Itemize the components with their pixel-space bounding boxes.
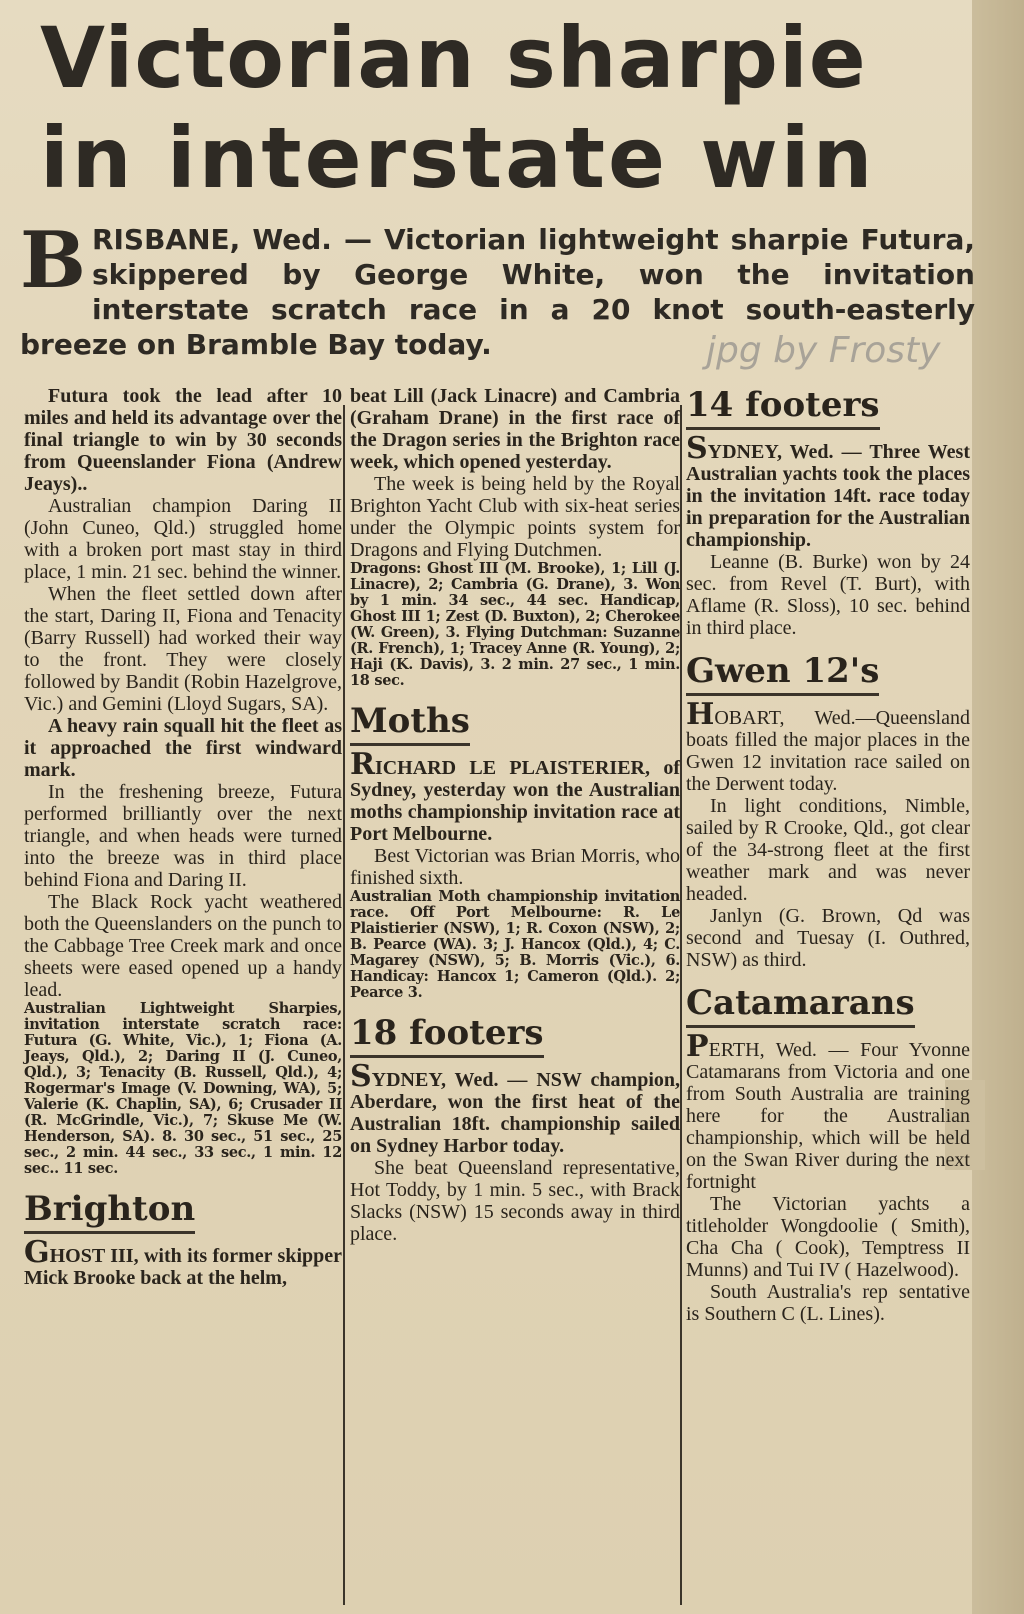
gwen-dropcap: H (686, 697, 715, 732)
image-credit-watermark: jpg by Frosty (706, 330, 941, 371)
cat-paragraph-3: South Australia's rep sentative is Southern C (L. Lines). (686, 1281, 970, 1325)
column-2 (350, 385, 680, 1245)
lead-text: RISBANE, Wed. — Victorian lightweight sharpie Futura, skippered by George White, won the invitation interstate scratch race in a 20 knot south-easterly breeze on Bramble Bay today. (20, 223, 975, 361)
brighton-dropcap: G (24, 1235, 50, 1270)
brighton-paragraph-1 (24, 1235, 342, 1289)
column-rule-2 (680, 405, 682, 1605)
fourteen-paragraph-1 (686, 431, 970, 551)
section-heading-14-footers: 14 footers (686, 385, 880, 430)
section-heading-catamarans: Catamarans (686, 983, 915, 1028)
fourteen-dropcap: S (686, 431, 708, 466)
moths-paragraph-2: Best Victorian was Brian Morris, who finished sixth. (350, 845, 680, 889)
column-3 (686, 385, 970, 1325)
brighton-paragraph-2: The week is being held by the Royal Brighton Yacht Club with six-heat series under the Olympic points system for Dragons and Flying Dutchmen. (350, 473, 680, 561)
eighteen-paragraph-2: She beat Queensland representative, Hot Toddy, by 1 min. 5 sec., with Brack Slacks (NSW) 15 seconds away in third place. (350, 1157, 680, 1245)
col1-paragraph-1: Futura took the lead after 10 miles and held its advantage over the final triangle to win by 30 seconds from Queenslander Fiona (Andrew Jeays).. (24, 385, 342, 495)
cat-text: ERTH, Wed. — Four Yvonne Catamarans from Victoria and one from South Australia are training here for the Australian championship, which will be held on the Swan River during the next fortnight (686, 1039, 970, 1193)
section-heading-gwen-12s: Gwen 12's (686, 651, 879, 696)
page-edge (972, 0, 1024, 1614)
brighton-text: HOST III, with its former skipper Mick Brooke back at the helm, (24, 1245, 342, 1289)
col1-paragraph-5: In the freshening breeze, Futura performed brilliantly over the next triangle, and when heads were turned into the breeze was in third place behind Fiona and Daring II. (24, 781, 342, 891)
eighteen-dropcap: S (350, 1059, 372, 1094)
column-1 (24, 385, 342, 1289)
moths-dropcap: R (350, 747, 375, 782)
section-heading-moths: Moths (350, 701, 470, 746)
moths-paragraph-1 (350, 747, 680, 845)
eighteen-paragraph-1 (350, 1059, 680, 1157)
col1-paragraph-2: Australian champion Daring II (John Cuneo, Qld.) struggled home with a broken port mast stay in third place, 1 min. 21 sec. behind the winner. (24, 495, 342, 583)
fourteen-paragraph-2: Leanne (B. Burke) won by 24 sec. from Revel (T. Burt), with Aflame (R. Sloss), 10 sec. behind in third place. (686, 551, 970, 639)
dragons-results: Dragons: Ghost III (M. Brooke), 1; Lill (J. Linacre), 2; Cambria (G. Drane), 3. Won by 1 min. 34 sec., 44 sec. Handicap, Ghost III 1; Zest (D. Buxton), 2; Cherokee (W. Green), 3. Flying Dutchman: Suzanne (R. French), 1; Tracey Anne (R. Young), 2; Haji (K. Davis), 3. 2 min. 27 sec., 1 min. 18 sec. (350, 560, 680, 689)
column-rule-1 (343, 405, 345, 1605)
cat-paragraph-2: The Victorian yachts a titleholder Wongdoolie ( Smith), Cha Cha ( Cook), Temptress II Munns) and Tui IV ( Hazelwood). (686, 1193, 970, 1281)
moths-results: Australian Moth championship invitation race. Off Port Melbourne: R. Le Plaistierier (NSW), 1; R. Coxon (NSW), 2; B. Pearce (WA). 3; J. Hancox (Qld.), 4; C. Magarey (NSW), 5; B. Morris (Vic.), 6. Handicay: Hancox 1; Cameron (Qld.). 2; Pearce 3. (350, 888, 680, 1001)
cat-dropcap: P (686, 1029, 709, 1064)
eighteen-text: YDNEY, Wed. — NSW champion, Aberdare, won the first heat of the Australian 18ft. championship sailed on Sydney Harbor today. (350, 1069, 680, 1157)
moths-text: ICHARD LE PLAISTERIER, of Sydney, yesterday won the Australian moths championship invitation race at Port Melbourne. (350, 757, 680, 845)
sharpies-results: Australian Lightweight Sharpies, invitation interstate scratch race: Futura (G. White, Vic.), 1; Fiona (A. Jeays, Qld.), 2; Daring II (J. Cuneo, Qld.), 3; Tenacity (B. Russell, Qld.), 4; Rogermar's Image (V. Downing, WA), 5; Valerie (K. Chaplin, SA), 6; Crusader II (R. McGrindle, Vic.), 7; Skuse Me (W. Henderson, SA). 8. 30 sec., 51 sec., 25 sec., 2 min. 44 sec., 33 sec., 1 min. 12 sec.. 11 sec. (24, 1000, 342, 1177)
brighton-paragraph-continued: beat Lill (Jack Linacre) and Cambria (Graham Drane) in the first race of the Dragon series in the Brighton race week, which opened yesterday. (350, 385, 680, 473)
col1-paragraph-3: When the fleet settled down after the start, Daring II, Fiona and Tenacity (Barry Russell) had worked their way to the front. They were closely followed by Bandit (Robin Hazelgrove, Vic.) and Gemini (Lloyd Sugars, SA). (24, 583, 342, 715)
gwen-paragraph-1 (686, 697, 970, 795)
section-heading-18-footers: 18 footers (350, 1013, 544, 1058)
section-heading-brighton: Brighton (24, 1189, 195, 1234)
col1-paragraph-6: The Black Rock yacht weathered both the Queenslanders on the punch to the Cabbage Tree Creek mark and once sheets were eased opened up a handy lead. (24, 891, 342, 1001)
gwen-text: OBART, Wed.—Queensland boats filled the major places in the Gwen 12 invitation race sailed on the Derwent today. (686, 707, 970, 795)
gwen-paragraph-2: In light conditions, Nimble, sailed by R Crooke, Qld., got clear of the 34-strong fleet at the first weather mark and was never headed. (686, 795, 970, 905)
fourteen-text: YDNEY, Wed. — Three West Australian yachts took the places in the invitation 14ft. race today in preparation for the Australian championship. (686, 441, 970, 551)
lead-dropcap: B (20, 215, 86, 306)
headline-line-2: in interstate win (40, 109, 876, 207)
headline (40, 8, 965, 208)
gwen-paragraph-3: Janlyn (G. Brown, Qd was second and Tuesay (I. Outhred, NSW) as third. (686, 905, 970, 971)
col1-paragraph-4: A heavy rain squall hit the fleet as it approached the first windward mark. (24, 715, 342, 781)
cat-paragraph-1 (686, 1029, 970, 1193)
headline-line-1: Victorian sharpie (40, 9, 867, 107)
